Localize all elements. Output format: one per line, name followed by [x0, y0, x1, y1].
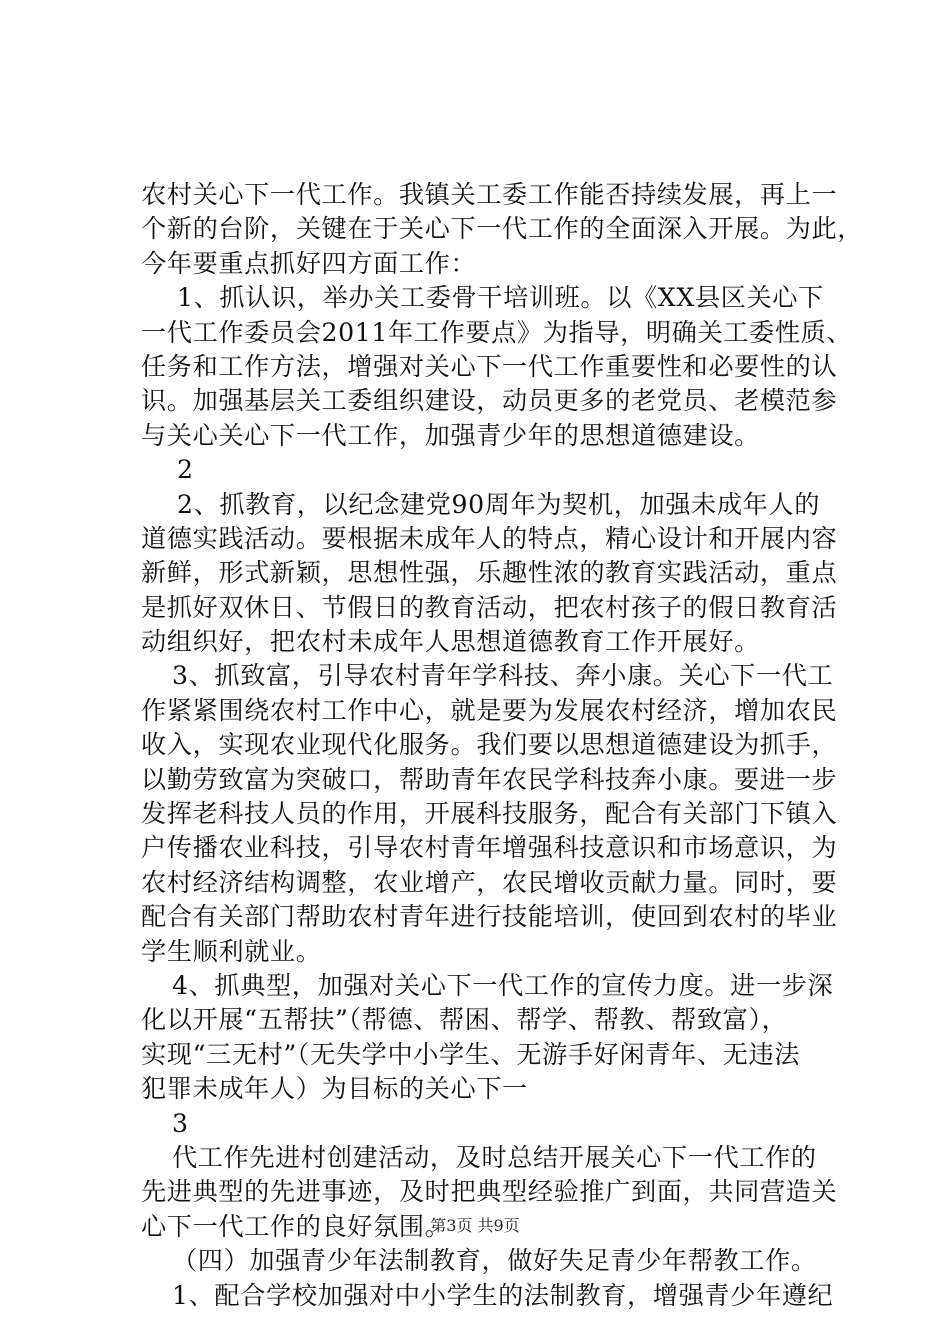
text-line: 与关心关心下一代工作，加强青少年的思想道德建设。 [141, 420, 760, 450]
text-line: 个新的台阶，关键在于关心下一代工作的全面深入开展。为此， [141, 214, 864, 244]
text-line: 动组织好，把农村未成年人思想道德教育工作开展好。 [141, 627, 760, 657]
text-line: 收入，实现农业现代化服务。我们要以思想道德建设为抓手， [141, 730, 838, 760]
text-line: 化以开展“五帮扶”（帮德、帮困、帮学、帮教、帮致富）， [141, 1005, 788, 1035]
text-line: 任务和工作方法，增强对关心下一代工作重要性和必要性的认 [141, 351, 838, 381]
text-line: 农村关心下一代工作。我镇关工委工作能否持续发展，再上一 [141, 180, 838, 209]
text-line: 先进典型的先进事迹，及时把典型经验推广到面，共同营造关 [141, 1177, 838, 1207]
text-line: 犯罪未成年人）为目标的关心下一 [141, 1074, 528, 1104]
text-line: 心下一代工作的良好氛围。 [141, 1211, 451, 1241]
text-line: 配合有关部门帮助农村青年进行技能培训，使回到农村的毕业 [141, 902, 838, 932]
text-line: 以勤劳致富为突破口，帮助青年农民学科技奔小康。要进一步 [141, 764, 838, 794]
text-line: 道德实践活动。要根据未成年人的特点，精心设计和开展内容 [141, 523, 838, 553]
page-footer: 第3页 共9页 [430, 1216, 520, 1235]
document-body [141, 178, 864, 1313]
text-line: 是抓好双休日、节假日的教育活动，把农村孩子的假日教育活 [141, 592, 838, 622]
text-line: 新鲜，形式新颖，思想性强，乐趣性浓的教育实践活动，重点 [141, 558, 838, 588]
page-number-marker: 3 [172, 1108, 189, 1138]
text-line: 1、配合学校加强对中小学生的法制教育，增强青少年遵纪 [172, 1280, 834, 1310]
text-line: 1、抓认识，举办关工委骨干培训班。以《XX县区关心下 [177, 283, 824, 313]
section-heading: （四）加强青少年法制教育，做好失足青少年帮教工作。 [172, 1246, 817, 1276]
page-number-marker: 2 [177, 455, 194, 485]
text-line: 代工作先进村创建活动，及时总结开展关心下一代工作的 [172, 1142, 817, 1172]
text-line: 发挥老科技人员的作用，开展科技服务，配合有关部门下镇入 [141, 799, 838, 829]
text-line: 实现“三无村”（无失学中小学生、无游手好闲青年、无违法 [141, 1039, 801, 1069]
text-line: 户传播农业科技，引导农村青年增强科技意识和市场意识，为 [141, 833, 838, 863]
text-line: 识。加强基层关工委组织建设，动员更多的老党员、老模范参 [141, 386, 838, 416]
text-line: 一代工作委员会2011年工作要点》为指导，明确关工委性质、 [141, 317, 853, 347]
text-line: 学生顺利就业。 [141, 936, 322, 966]
text-line: 今年要重点抓好四方面工作： [141, 248, 477, 278]
text-line: 4、抓典型，加强对关心下一代工作的宣传力度。进一步深 [172, 970, 834, 1000]
text-line: 农村经济结构调整，农业增产，农民增收贡献力量。同时，要 [141, 867, 838, 897]
text-line: 作紧紧围绕农村工作中心，就是要为发展农村经济，增加农民 [141, 695, 838, 725]
text-line: 3、抓致富，引导农村青年学科技、奔小康。关心下一代工 [172, 661, 834, 691]
text-line: 2、抓教育，以纪念建党90周年为契机，加强未成年人的 [177, 489, 820, 519]
